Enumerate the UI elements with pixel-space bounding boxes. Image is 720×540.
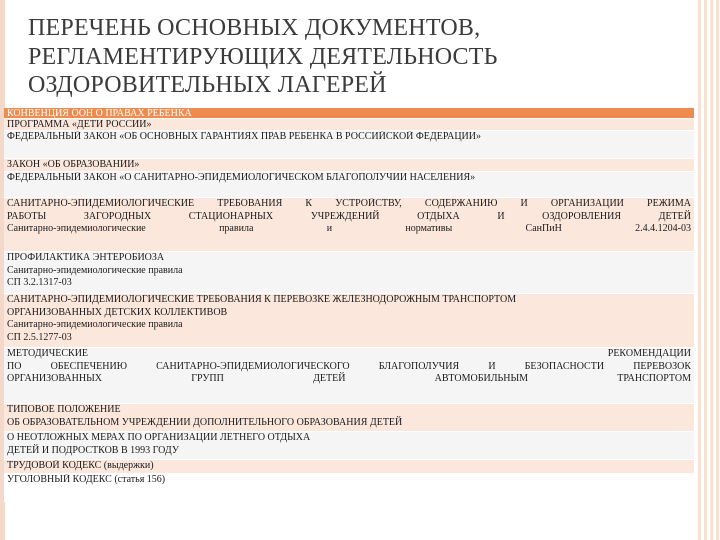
row-text-line: ТРУДОВОЙ КОДЕКС (выдержки) xyxy=(7,460,154,471)
title-line: ПЕРЕЧЕНЬ ОСНОВНЫХ ДОКУМЕНТОВ, xyxy=(28,15,481,41)
row-text-line: Санитарно-эпидемиологические правила xyxy=(7,264,183,276)
title-line: ОЗДОРОВИТЕЛЬНЫХ ЛАГЕРЕЙ xyxy=(28,72,387,98)
slide-title xyxy=(28,14,668,100)
right-decorative-stripe xyxy=(698,0,720,540)
row-text-line: ДЕТЕЙ И ПОДРОСТКОВ В 1993 ГОДУ xyxy=(7,444,179,456)
table-row xyxy=(4,198,694,252)
row-text-line: ФЕДЕРАЛЬНЫЙ ЗАКОН «О САНИТАРНО-ЭПИДЕМИОЛОГИЧЕСКОМ БЛАГОПОЛУЧИИ НАСЕЛЕНИЯ» xyxy=(7,172,476,183)
row-text-line: САНИТАРНО-ЭПИДЕМИОЛОГИЧЕСКИЕ ТРЕБОВАНИЯ К УСТРОЙСТВУ, СОДЕРЖАНИЮ И ОРГАНИЗАЦИИ РЕЖИМА xyxy=(7,198,691,209)
documents-table xyxy=(4,108,694,502)
row-text-line: СП 3.2.1317-03 xyxy=(7,277,72,289)
row-text-line: ПО ОБЕСПЕЧЕНИЮ САНИТАРНО-ЭПИДЕМИОЛОГИЧЕСКОГО БЛАГОПОЛУЧИЯ И БЕЗОПАСНОСТИ ПЕРЕВОЗОК xyxy=(7,360,691,372)
table-header-row xyxy=(4,108,694,119)
title-line: РЕГЛАМЕНТИРУЮЩИХ ДЕЯТЕЛЬНОСТЬ xyxy=(28,43,498,70)
row-text-line: ОРГАНИЗОВАННЫХ ДЕТСКИХ КОЛЛЕКТИВОВ xyxy=(7,306,228,318)
table-row xyxy=(4,404,694,432)
table-row xyxy=(4,432,694,460)
row-text-line: ПРОГРАММА «ДЕТИ РОССИИ» xyxy=(7,119,152,130)
table-row xyxy=(4,348,694,404)
row-text-line: ЗАКОН «ОБ ОБРАЗОВАНИИ» xyxy=(7,159,140,170)
table-row xyxy=(4,252,694,294)
row-text-line: ОРГАНИЗОВАННЫХ ГРУПП ДЕТЕЙ АВТОМОБИЛЬНЫМ ТРАНСПОРТОМ xyxy=(7,373,691,385)
row-text-line: ПРОФИЛАКТИКА ЭНТЕРОБИОЗА xyxy=(7,252,165,263)
row-text-line: УГОЛОВНЫЙ КОДЕКС (статья 156) xyxy=(7,474,166,485)
row-text-line: САНИТАРНО-ЭПИДЕМИОЛОГИЧЕСКИЕ ТРЕБОВАНИЯ К ПЕРЕВОЗКЕ ЖЕЛЕЗНОДОРОЖНЫМ ТРАНСПОРТОМ xyxy=(7,294,517,305)
table-row xyxy=(4,159,694,172)
row-text-line: КОНВЕНЦИЯ ООН О ПРАВАХ РЕБЕНКА xyxy=(7,108,192,119)
table-row xyxy=(4,172,694,198)
row-text-line: СП 2.5.1277-03 xyxy=(7,331,72,343)
row-text-line: О НЕОТЛОЖНЫХ МЕРАХ ПО ОРГАНИЗАЦИИ ЛЕТНЕГО ОТДЫХА xyxy=(7,432,311,443)
table-row xyxy=(4,460,694,474)
table-row xyxy=(4,474,694,502)
row-text-line: Санитарно-эпидемиологические правила и нормативы СанПиН 2.4.4.1204-03 xyxy=(7,223,691,235)
row-text-line: Санитарно-эпидемиологические правила xyxy=(7,319,183,331)
table-row xyxy=(4,119,694,131)
row-text-line: ФЕДЕРАЛЬНЫЙ ЗАКОН «ОБ ОСНОВНЫХ ГАРАНТИЯХ ПРАВ РЕБЕНКА В РОССИЙСКОЙ ФЕДЕРАЦИИ» xyxy=(7,131,481,142)
row-text-line: ТИПОВОЕ ПОЛОЖЕНИЕ xyxy=(7,404,121,415)
row-text-line: РАБОТЫ ЗАГОРОДНЫХ СТАЦИОНАРНЫХ УЧРЕЖДЕНИЙ ОТДЫХА И ОЗДОРОВЛЕНИЯ ДЕТЕЙ xyxy=(7,210,691,222)
row-text-line: МЕТОДИЧЕСКИЕ РЕКОМЕНДАЦИИ xyxy=(7,348,691,359)
table-row xyxy=(4,131,694,159)
table-row xyxy=(4,294,694,348)
row-text-line: ОБ ОБРАЗОВАТЕЛЬНОМ УЧРЕЖДЕНИИ ДОПОЛНИТЕЛЬНОГО ОБРАЗОВАНИЯ ДЕТЕЙ xyxy=(7,416,403,428)
